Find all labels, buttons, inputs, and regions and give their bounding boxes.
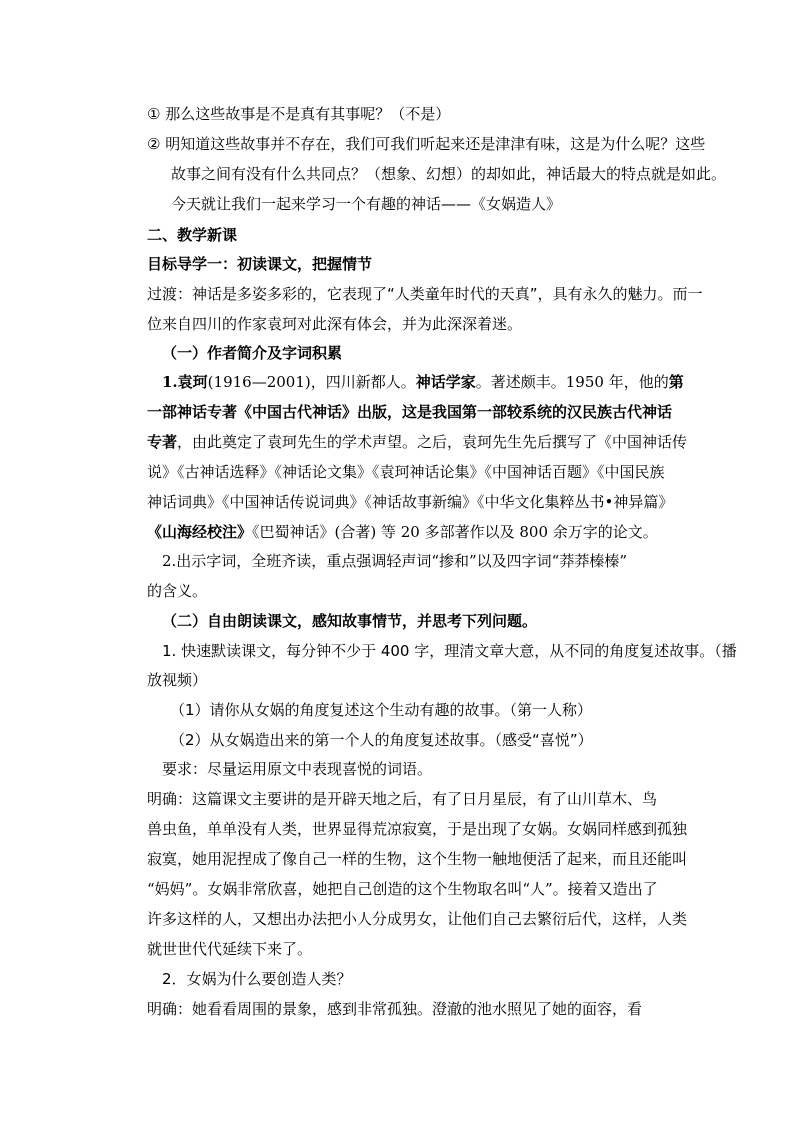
text-line: “妈妈”。女娲非常欣喜，她把自己创造的这个生物取名叫“人”。接着又造出了: [147, 880, 658, 898]
text-line: 故事之间有没有什么共同点？（想象、幻想）的却如此，神话最大的特点就是如此。: [171, 165, 727, 183]
text-line: （二）自由朗读课文，感知故事情节，并思考下列问题。: [162, 612, 538, 630]
text-line: 就世世代代延续下来了。: [147, 940, 313, 958]
text-segment: 神话学家: [415, 373, 476, 391]
text-line: 2．女娲为什么要创造人类？: [162, 970, 352, 988]
text-line: （2）从女娲造出来的第一个人的角度复述故事。（感受“喜悦”）: [170, 731, 593, 749]
text-segment: 《巴蜀神话》(合著) 等 20 多部著作以及 800 余万字的论文。: [252, 523, 658, 541]
text-line: 寂寞，她用泥捏成了像自己一样的生物，这个生物一触地便活了起来，而且还能叫: [147, 850, 688, 868]
text-line: [147, 522, 658, 542]
text-line: 1. 快速默读课文，每分钟不少于 400 字，理清文章大意，从不同的角度复述故事。（播: [162, 642, 737, 660]
text-segment: 这篇课文主要讲的是开辟天地之后，有了日月星辰，有了山川草木、鸟: [192, 790, 658, 808]
text-line: 今天就让我们一起来学习一个有趣的神话——《女娲造人》: [171, 195, 562, 213]
text-line: 的含义。: [147, 582, 208, 600]
text-segment: 1.袁珂: [162, 373, 208, 391]
text-line: 放视频）: [147, 671, 208, 689]
text-line: [147, 999, 642, 1019]
text-line: ② 明知道这些故事并不存在，我们可我们听起来还是津津有味，这是为什么呢？这些: [147, 135, 706, 153]
text-line: 兽虫鱼，单单没有人类，世界显得荒凉寂寞，于是出现了女娲。女娲同样感到孤独: [147, 820, 688, 838]
text-line: 神话词典》《中国神话传说词典》《神话故事新编》《中华文化集粹丛书•神异篇》: [147, 493, 674, 511]
text-line: 许多这样的人，又想出办法把小人分成男女，让他们自己去繁衍后代，这样，人类: [147, 910, 688, 928]
text-segment: 明确：: [147, 790, 193, 808]
text-segment: 《山海经校注》: [147, 523, 253, 541]
text-segment: 她看看周围的景象，感到非常孤独。澄澈的池水照见了她的面容，看: [192, 1000, 643, 1018]
text-line: 二、教学新课: [147, 226, 238, 244]
text-line: [162, 372, 684, 392]
text-line: 目标导学一：初读课文，把握情节: [147, 255, 373, 273]
text-segment: (1916—2001)，四川新都人。: [207, 373, 416, 391]
text-line: ① 那么这些故事是不是真有其事呢？（不是）: [147, 105, 451, 123]
text-line: 2.出示字词，全班齐读，重点强调轻声词“掺和”以及四字词“莽莽榛榛”: [162, 552, 627, 570]
text-segment: 明确：: [147, 1000, 193, 1018]
text-line: （1）请你从女娲的角度复述这个生动有趣的故事。（第一人称）: [170, 701, 593, 719]
text-line: [147, 789, 657, 809]
text-line: 要求：尽量运用原文中表现喜悦的词语。: [162, 760, 433, 778]
text-line: 说》《古神话选释》《神话论文集》《袁珂神话论集》《中国神话百题》《中国民族: [147, 463, 665, 481]
text-segment: 第: [668, 373, 684, 391]
text-line: 过渡：神话是多姿多彩的，它表现了“人类童年时代的天真”，具有永久的魅力。而一: [147, 285, 703, 303]
text-line: （一）作者简介及字词积累: [162, 344, 343, 362]
text-segment: ，由此奠定了袁珂先生的学术声望。之后，袁珂先生先后撰写了《中国神话传: [177, 433, 688, 451]
text-line: 位来自四川的作家袁珂对此深有体会，并为此深深着迷。: [147, 315, 523, 333]
text-segment: 专著: [147, 433, 178, 451]
text-segment: 。著述颇丰。1950 年，他的: [475, 373, 669, 391]
text-line: 一部神话专著《中国古代神话》出版，这是我国第一部较系统的汉民族古代神话: [147, 403, 673, 421]
text-line: [147, 432, 687, 452]
